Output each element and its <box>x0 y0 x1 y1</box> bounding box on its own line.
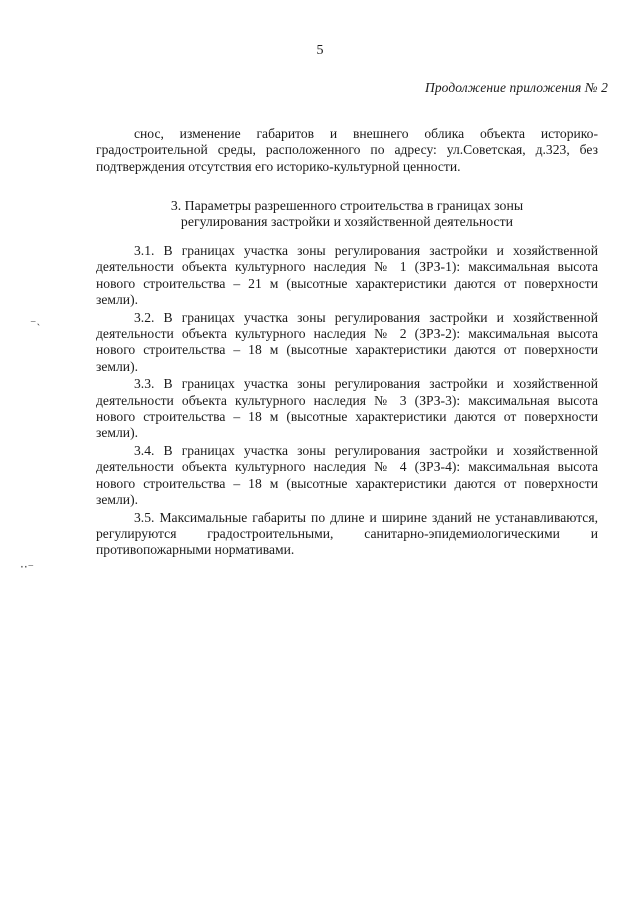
items-list <box>96 243 598 560</box>
section-title-line-2: регулирования застройки и хозяйственной деятельности <box>180 214 514 230</box>
list-item: 3.4. В границах участка зоны регулирования застройки и хозяйственной деятельности объекта культурного наследия № 4 (ЗРЗ-4): максимальная высота нового строительства – 18 м (высотные характеристики даются от поверхности земли). <box>96 442 598 508</box>
list-item: 3.5. Максимальные габариты по длине и ширине зданий не устанавливаются, регулируются градостроительными, санитарно-эпидемиологическими и противопожарными нормативами. <box>96 509 598 558</box>
section-title-line-1: 3. Параметры разрешенного строительства в границах зоны <box>170 198 524 213</box>
list-item: 3.1. В границах участка зоны регулирования застройки и хозяйственной деятельности объекта культурного наследия № 1 (ЗРЗ-1): максимальная высота нового строительства – 21 м (высотные характеристики даются от поверхности земли). <box>96 243 598 308</box>
list-item: 3.3. В границах участка зоны регулирования застройки и хозяйственной деятельности объекта культурного наследия № 3 (ЗРЗ-3): максимальная высота нового строительства – 18 м (высотные характеристики даются от поверхности земли). <box>96 376 598 441</box>
intro-paragraph: снос, изменение габаритов и внешнего облика объекта историко-градостроительной среды, расположенного по адресу: ул.Советская, д.323, без подтверждения отсутствия его историко-культурной ценности. <box>96 126 598 174</box>
section-title <box>96 198 598 231</box>
list-item: 3.2. В границах участка зоны регулирования застройки и хозяйственной деятельности объекта культурного наследия № 2 (ЗРЗ-2): максимальная высота нового строительства – 18 м (высотные характеристики даются от поверхности земли). <box>96 309 598 374</box>
scan-mark: ⁻˴ <box>30 316 41 330</box>
page-number: 5 <box>316 43 324 58</box>
intro-block <box>96 126 598 175</box>
scan-mark: ··⁻ <box>20 560 34 574</box>
continuation-label: Продолжение приложения № 2 <box>424 80 608 95</box>
